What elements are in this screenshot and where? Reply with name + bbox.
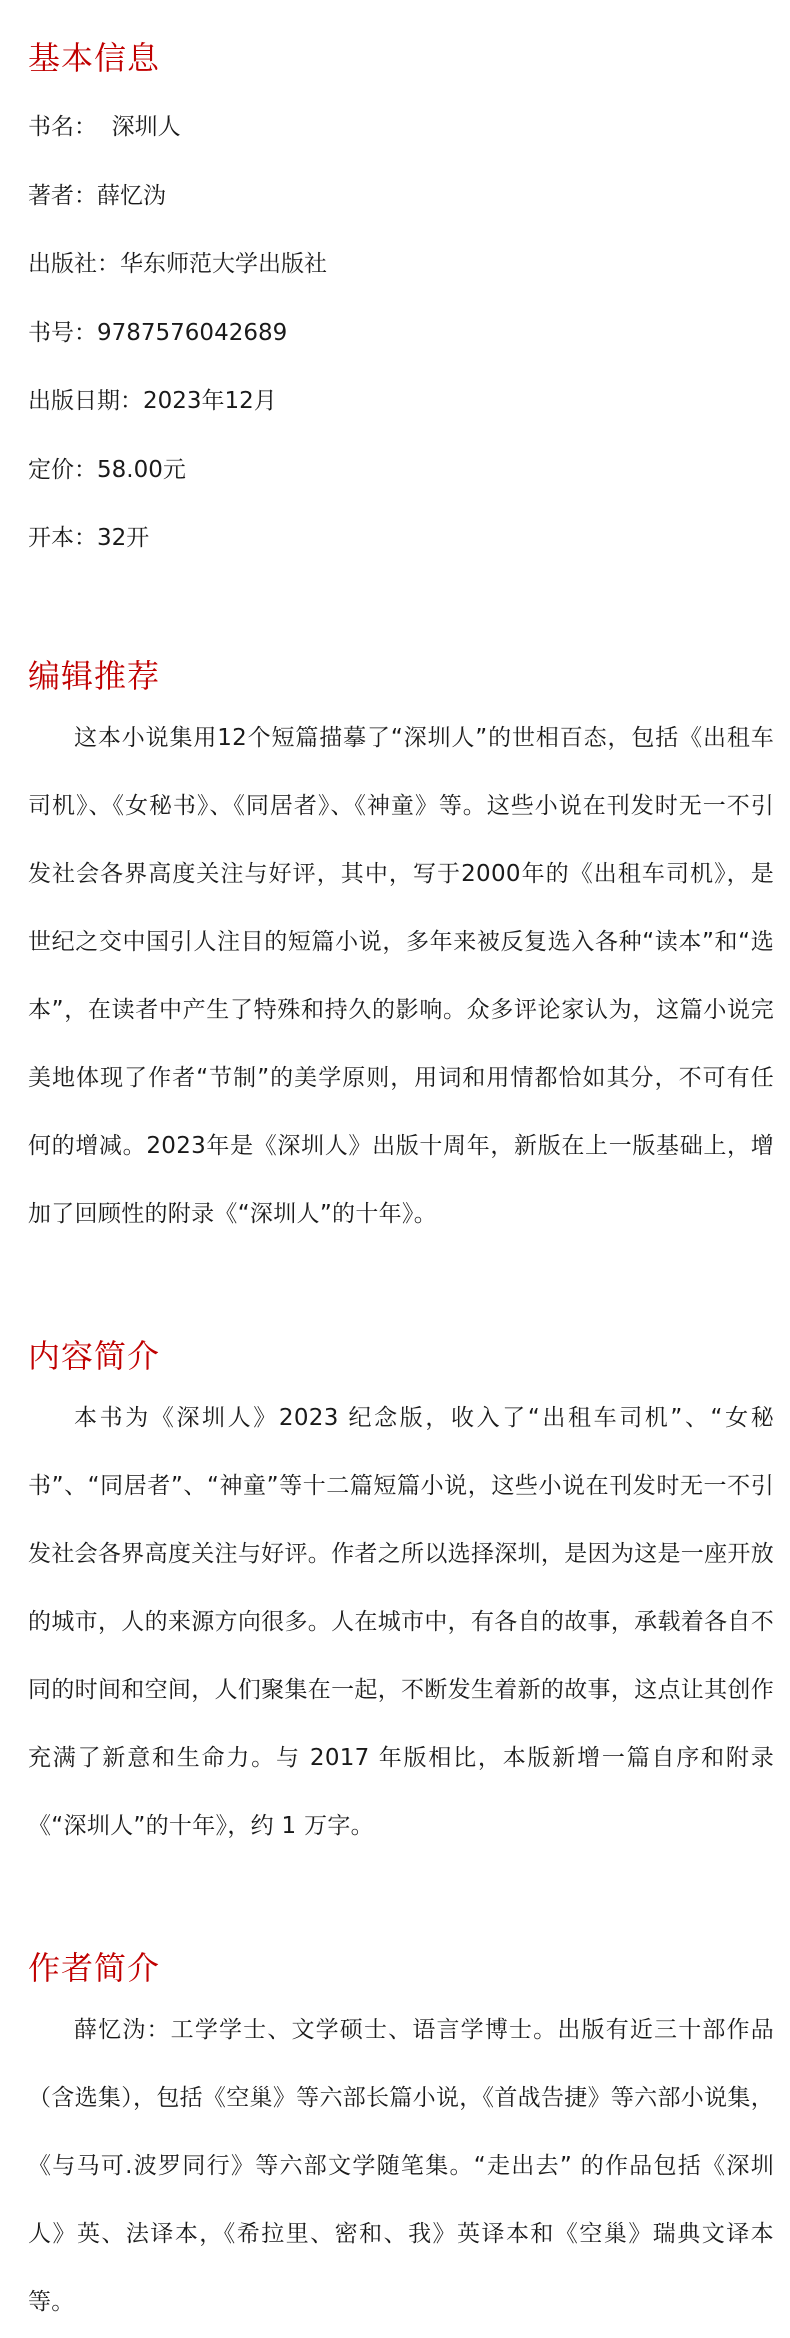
publisher-row: 出版社：华东师范大学出版社 xyxy=(28,251,327,277)
editor-recommendation-heading: 编辑推荐 xyxy=(28,657,161,695)
author-intro-text: 薛忆沩：工学学士、文学硕士、语言学博士。出版有近三十部作品（含选集），包括《空巢》等六部长篇小说，《首战告捷》等六部小说集，《与马可.波罗同行》等六部文学随笔集。“走出去” 的作品包括《深圳人》英、法译本，《希拉里、密和、我》英译本和《空巢》瑞典文译本等。 xyxy=(28,2017,774,2315)
editor-recommendation-text: 这本小说集用12个短篇描摹了“深圳人”的世相百态，包括《出租车司机》、《女秘书》、《同居者》、《神童》等。这些小说在刊发时无一不引发社会各界高度关注与好评，其中，写于2000年的《出租车司机》，是世纪之交中国引人注目的短篇小说，多年来被反复选入各种“读本”和“选本”，在读者中产生了特殊和持久的影响。众多评论家认为，这篇小说完美地体现了作者“节制”的美学原则，用词和用情都恰如其分，不可有任何的增减。2023年是《深圳人》出版十周年，新版在上一版基础上，增加了回顾性的附录《“深圳人”的十年》。 xyxy=(28,725,774,1227)
content-summary-heading: 内容简介 xyxy=(28,1337,161,1375)
content-summary-section xyxy=(28,1334,774,1839)
price-row: 定价：58.00元 xyxy=(28,456,186,483)
publish-date-row: 出版日期：2023年12月 xyxy=(28,388,277,414)
author-intro-section xyxy=(28,1946,774,2315)
isbn-row: 书号：9787576042689 xyxy=(28,319,288,346)
author-row: 著者：薛忆沩 xyxy=(28,182,166,209)
content-summary-text: 本书为《深圳人》2023 纪念版，收入了“出租车司机”、“女秘书”、“同居者”、“神童”等十二篇短篇小说，这些小说在刊发时无一不引发社会各界高度关注与好评。作者之所以选择深圳，是因为这是一座开放的城市，人的来源方向很多。人在城市中，有各自的故事，承载着各自不同的时间和空间，人们聚集在一起，不断发生着新的故事，这点让其创作充满了新意和生命力。与 2017 年版相比，本版新增一篇自序和附录《“深圳人”的十年》，约 1 万字。 xyxy=(28,1405,774,1839)
editor-recommendation-section xyxy=(28,654,774,1227)
basic-info-heading: 基本信息 xyxy=(28,39,161,77)
format-row: 开本：32开 xyxy=(28,525,150,551)
author-intro-heading: 作者简介 xyxy=(28,1949,161,1987)
basic-info-list xyxy=(28,112,774,592)
basic-info-section xyxy=(28,36,774,551)
book-title-row: 书名： 深圳人 xyxy=(28,114,181,140)
